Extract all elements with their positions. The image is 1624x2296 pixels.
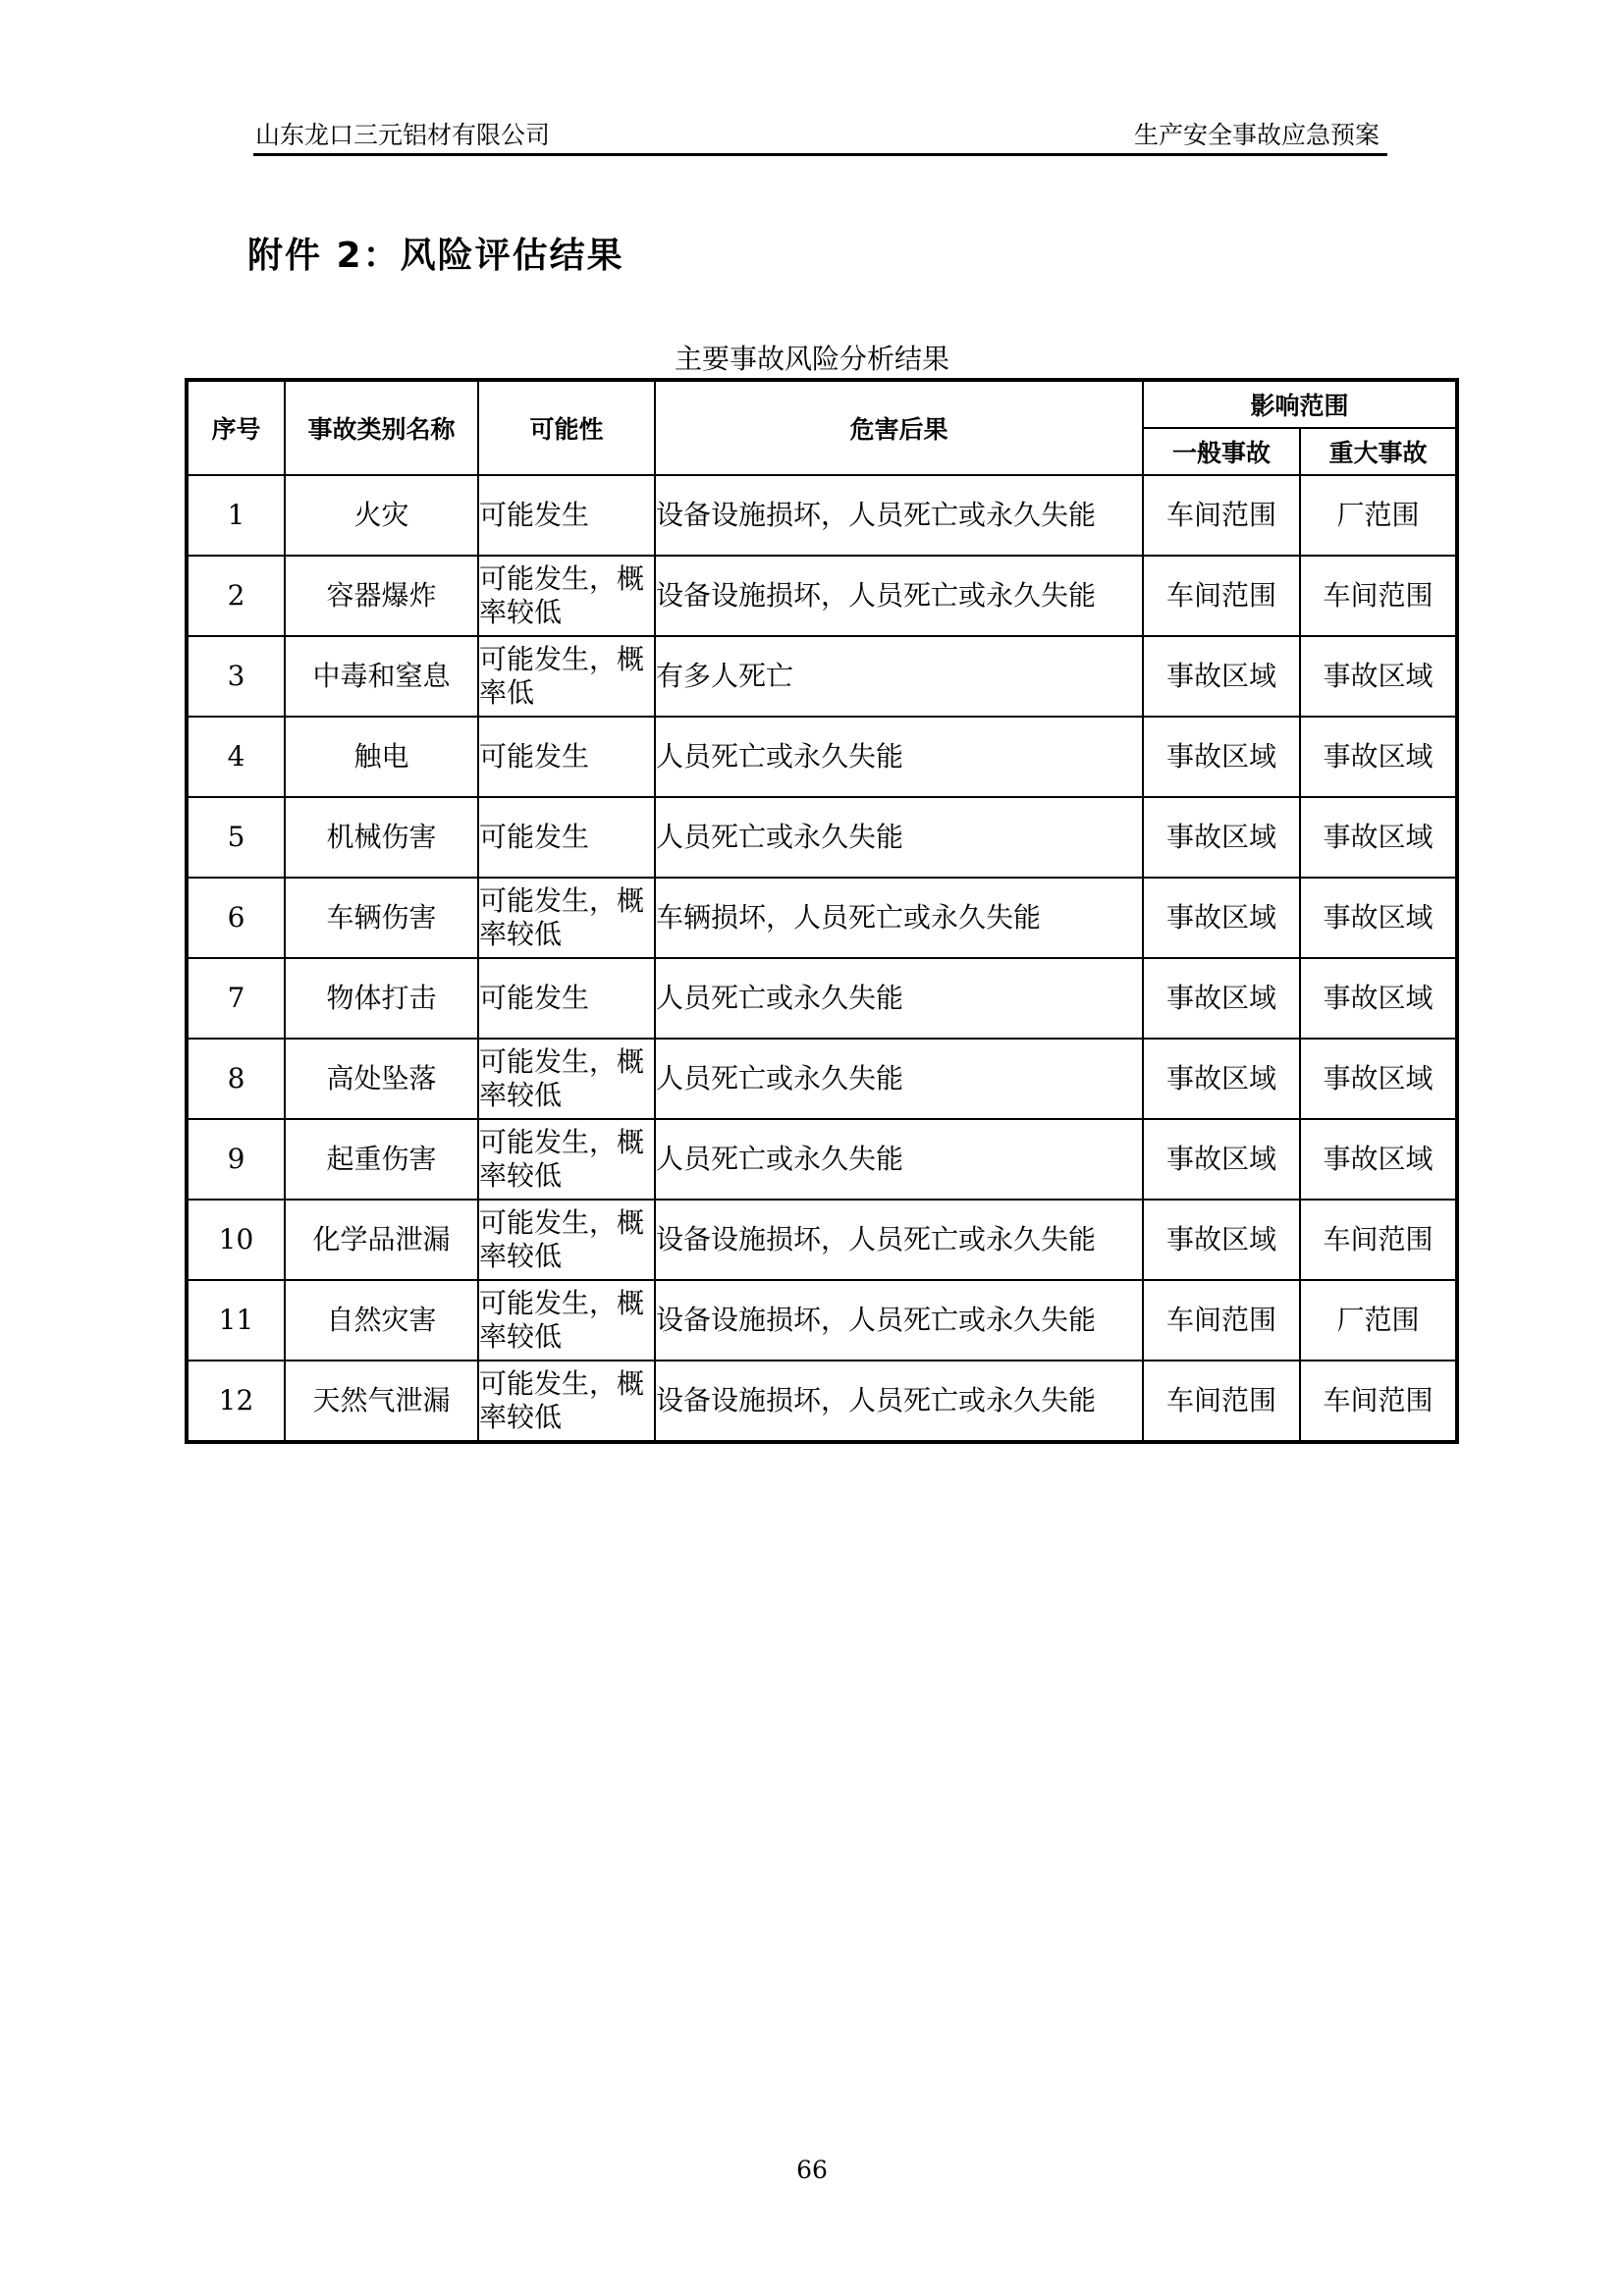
row-general-impact: 车间范围 [1143,1280,1300,1361]
row-index: 2 [187,556,285,636]
row-general-impact: 事故区域 [1143,717,1300,797]
row-major-impact: 厂范围 [1300,1280,1457,1361]
table-row [187,556,1457,636]
row-likelihood: 可能发生，概率较低 [478,1280,655,1361]
row-consequence: 设备设施损坏，人员死亡或永久失能 [655,1200,1143,1280]
row-index: 8 [187,1039,285,1119]
row-likelihood: 可能发生 [478,717,655,797]
row-category: 中毒和窒息 [285,636,478,717]
row-major-impact: 车间范围 [1300,556,1457,636]
table-row [187,717,1457,797]
row-consequence: 设备设施损坏，人员死亡或永久失能 [655,1280,1143,1361]
row-consequence: 人员死亡或永久失能 [655,797,1143,878]
header-consequence: 危害后果 [655,380,1143,475]
row-general-impact: 事故区域 [1143,1119,1300,1200]
header-major: 重大事故 [1300,428,1457,475]
row-likelihood: 可能发生 [478,475,655,556]
row-index: 10 [187,1200,285,1280]
page-title: 附件 2：风险评估结果 [247,236,624,276]
row-general-impact: 车间范围 [1143,556,1300,636]
header-likelihood: 可能性 [478,380,655,475]
row-consequence: 人员死亡或永久失能 [655,1119,1143,1200]
row-major-impact: 事故区域 [1300,797,1457,878]
table-row [187,878,1457,958]
table-row [187,1119,1457,1200]
header-impact: 影响范围 [1143,380,1457,428]
row-likelihood: 可能发生 [478,797,655,878]
row-major-impact: 事故区域 [1300,958,1457,1039]
table-body [187,475,1457,1442]
table-row [187,797,1457,878]
row-index: 5 [187,797,285,878]
row-major-impact: 事故区域 [1300,878,1457,958]
table-caption: 主要事故风险分析结果 [674,343,949,375]
row-consequence: 人员死亡或永久失能 [655,717,1143,797]
row-general-impact: 事故区域 [1143,1200,1300,1280]
row-category: 起重伤害 [285,1119,478,1200]
row-consequence: 人员死亡或永久失能 [655,1039,1143,1119]
row-likelihood: 可能发生，概率较低 [478,1119,655,1200]
row-index: 7 [187,958,285,1039]
row-likelihood: 可能发生 [478,958,655,1039]
row-category: 机械伤害 [285,797,478,878]
row-likelihood: 可能发生，概率较低 [478,878,655,958]
row-general-impact: 事故区域 [1143,797,1300,878]
row-general-impact: 事故区域 [1143,636,1300,717]
row-index: 11 [187,1280,285,1361]
row-category: 化学品泄漏 [285,1200,478,1280]
row-general-impact: 车间范围 [1143,1361,1300,1442]
row-general-impact: 事故区域 [1143,958,1300,1039]
company-name: 山东龙口三元铝材有限公司 [255,121,551,149]
row-consequence: 设备设施损坏，人员死亡或永久失能 [655,1361,1143,1442]
row-category: 天然气泄漏 [285,1361,478,1442]
row-major-impact: 事故区域 [1300,1039,1457,1119]
row-major-impact: 车间范围 [1300,1200,1457,1280]
row-likelihood: 可能发生，概率较低 [478,1361,655,1442]
table-row [187,475,1457,556]
row-index: 6 [187,878,285,958]
row-category: 自然灾害 [285,1280,478,1361]
table-row [187,1039,1457,1119]
page-header [253,110,1387,156]
table-row [187,958,1457,1039]
table-row [187,1361,1457,1442]
row-consequence: 设备设施损坏，人员死亡或永久失能 [655,475,1143,556]
row-major-impact: 车间范围 [1300,1361,1457,1442]
table-row [187,636,1457,717]
row-consequence: 设备设施损坏，人员死亡或永久失能 [655,556,1143,636]
document-name: 生产安全事故应急预案 [1133,121,1380,149]
row-likelihood: 可能发生，概率较低 [478,556,655,636]
row-major-impact: 事故区域 [1300,1119,1457,1200]
row-major-impact: 厂范围 [1300,475,1457,556]
row-major-impact: 事故区域 [1300,717,1457,797]
row-category: 高处坠落 [285,1039,478,1119]
row-consequence: 有多人死亡 [655,636,1143,717]
row-consequence: 车辆损坏，人员死亡或永久失能 [655,878,1143,958]
table-header-row [187,380,1457,428]
table-row [187,1280,1457,1361]
row-category: 触电 [285,717,478,797]
risk-table [185,378,1459,1444]
table-row [187,1200,1457,1280]
header-general: 一般事故 [1143,428,1300,475]
row-general-impact: 事故区域 [1143,878,1300,958]
row-likelihood: 可能发生，概率低 [478,636,655,717]
row-index: 12 [187,1361,285,1442]
row-category: 容器爆炸 [285,556,478,636]
header-index: 序号 [187,380,285,475]
row-likelihood: 可能发生，概率较低 [478,1039,655,1119]
row-likelihood: 可能发生，概率较低 [478,1200,655,1280]
row-category: 车辆伤害 [285,878,478,958]
row-consequence: 人员死亡或永久失能 [655,958,1143,1039]
row-index: 1 [187,475,285,556]
page-number: 66 [796,2156,828,2184]
row-category: 火灾 [285,475,478,556]
row-general-impact: 车间范围 [1143,475,1300,556]
row-major-impact: 事故区域 [1300,636,1457,717]
row-index: 3 [187,636,285,717]
row-index: 4 [187,717,285,797]
header-category: 事故类别名称 [285,380,478,475]
row-category: 物体打击 [285,958,478,1039]
row-index: 9 [187,1119,285,1200]
row-general-impact: 事故区域 [1143,1039,1300,1119]
